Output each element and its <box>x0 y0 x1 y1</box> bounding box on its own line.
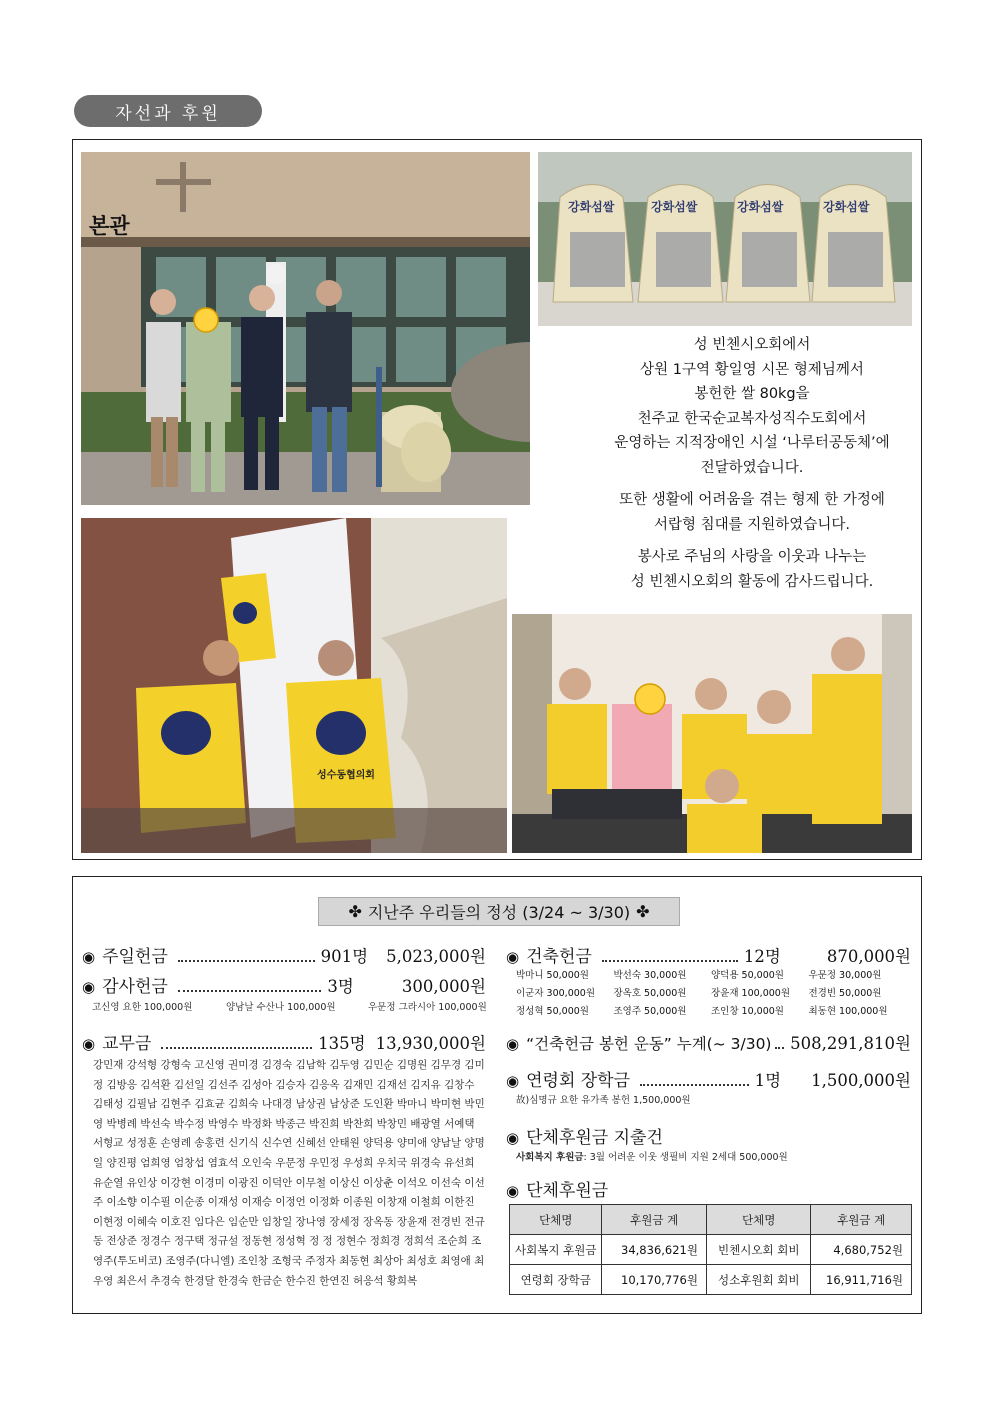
building-donor: 박마니 50,000원 <box>516 970 589 981</box>
building-donor: 최동현 100,000원 <box>808 1006 888 1017</box>
parish-fee-amount: 13,930,000원 <box>375 1034 486 1053</box>
story-paragraph-1 <box>598 333 906 480</box>
parish-fee-count: 135명 <box>318 1034 366 1053</box>
thanks-offering-row <box>82 972 486 997</box>
table-row <box>510 1235 912 1265</box>
bullet-icon: ◉ <box>506 1182 520 1200</box>
building-donor: 장옥호 50,000원 <box>613 988 687 999</box>
building-fund-label: 건축헌금 <box>526 947 592 967</box>
group-expense-note-label: 사회복지 후원금 <box>516 1152 584 1163</box>
table-cell: 34,836,621원 <box>602 1235 707 1265</box>
story-line: 봉헌한 쌀 80kg을 <box>694 386 810 402</box>
offerings-heading <box>318 897 680 926</box>
thanks-offering-count: 3명 <box>327 977 354 996</box>
bullet-icon: ◉ <box>82 1035 96 1053</box>
story-line: 성 빈첸시오회의 활동에 감사드립니다. <box>630 573 874 590</box>
sunday-offering-row <box>82 942 486 967</box>
building-donor: 조인창 10,000원 <box>711 1006 784 1017</box>
heading-mark: ✤ <box>348 902 362 921</box>
story-paragraph-2 <box>598 488 906 537</box>
table-cell: 성소후원회 회비 <box>706 1265 811 1295</box>
building-donor: 장윤재 100,000원 <box>711 988 791 999</box>
group-expense-note-text: : 3월 어려운 이웃 생필비 지원 2세대 500,000원 <box>583 1152 788 1163</box>
building-donor: 박선숙 30,000원 <box>613 970 687 981</box>
scholarship-amount: 1,500,000원 <box>811 1071 911 1090</box>
story-paragraph-3 <box>598 545 906 594</box>
table-cell: 빈첸시오회 회비 <box>706 1235 811 1265</box>
bullet-icon: ◉ <box>506 1129 520 1147</box>
rice-bag-label: 강화섬쌀 <box>737 200 784 214</box>
sunday-offering-label: 주일헌금 <box>102 947 168 967</box>
story-line: 성 빈첸시오회에서 <box>693 337 811 353</box>
campaign-row <box>506 1030 911 1054</box>
rice-bag-label: 강화섬쌀 <box>568 200 615 214</box>
building-fund-amount: 870,000원 <box>826 947 911 966</box>
group-support-label: 단체후원금 <box>526 1181 609 1201</box>
thanks-donor: 우문정 그라시아 100,000원 <box>368 1002 487 1013</box>
dot-leader <box>161 1047 312 1049</box>
photo-rice-bags <box>538 152 912 326</box>
group-support-table <box>509 1204 912 1295</box>
story-line: 상원 1구역 황일영 시몬 형제님께서 <box>640 361 864 378</box>
section-title: 자선과 후원 <box>74 95 262 127</box>
thanks-donor: 고신영 요한 100,000원 <box>92 1002 193 1013</box>
table-header: 후원금 계 <box>602 1205 707 1235</box>
table-header: 단체명 <box>510 1205 602 1235</box>
building-donor: 전경빈 50,000원 <box>808 988 882 999</box>
scholarship-label: 연령회 장학금 <box>526 1071 631 1091</box>
group-expense-note <box>516 1149 788 1163</box>
building-fund-count: 12명 <box>743 947 781 966</box>
sunday-offering-amount: 5,023,000원 <box>386 947 486 966</box>
thanks-offering-amount: 300,000원 <box>401 977 486 996</box>
table-cell: 10,170,776원 <box>602 1265 707 1295</box>
scholarship-note: 故)심명규 요한 유가족 봉헌 1,500,000원 <box>516 1095 691 1106</box>
dot-leader <box>178 960 315 962</box>
sunday-offering-count: 901명 <box>320 947 369 966</box>
parish-fee-names: 강민재 강석형 강형숙 고신영 권미경 김경숙 김남학 김두영 김민순 김명원 김무경 김미정 김방응 김석환 김선일 김선주 김성아 김승자 김응옥 김재민 김재선 김지유 김창수 김태성 김필남 김현주 김효균 김희숙 나대경 남상권 남상준 도인환 박마니 박미현 박민영 박병례 박선숙 박수정 박영수 박정화 박종근 박진희 박찬희 박창민 배광열 서예택 서형교 성정훈 손영례 송홍련 신기식 신수연 신혜선 안태원 양덕용 양미애 양남날 양명일 양진평 엄희영 엄창섭 염효석 오인숙 우문정 우민정 우성희 우치국 위경숙 유선희 유순열 유인상 이강현 이경미 이광진 이덕안 이무철 이상신 이상춘 이석오 이선숙 이선주 이소향 이수필 이순종 이재성 이재승 이정언 이정화 이종원 이창재 이철희 이한진 이현정 이혜숙 이호진 임다은 임순만 임창일 장나영 장세정 장옥동 장윤재 전경빈 전규동 전상준 정경수 정구택 정규설 정동현 정성혁 정 정 정현수 정희경 정희석 조순희 조영주(투도비코) 조영주(다니엘) 조인창 조형국 주정자 최동현 최상아 최성호 최영애 최우영 최은서 추경숙 한경달 한경숙 한금순 한수진 한연진 허응석 황희복 <box>93 1059 485 1287</box>
building-sign: 본관 <box>89 214 130 238</box>
thanks-offering-label: 감사헌금 <box>102 977 168 997</box>
story-line: 운영하는 지적장애인 시설 ‘나루터공동체’에 <box>614 435 890 451</box>
bullet-icon: ◉ <box>82 948 96 966</box>
story-line: 봉사로 주님의 사랑을 이웃과 나누는 <box>637 549 867 565</box>
bullet-icon: ◉ <box>506 948 520 966</box>
building-donor: 양덕용 50,000원 <box>711 970 784 981</box>
photo-volunteers-group <box>512 614 912 853</box>
offerings-heading-text: 지난주 우리들의 정성 (3/24 ~ 3/30) <box>367 903 631 922</box>
scholarship-row <box>506 1066 911 1091</box>
thanks-donor: 양남날 수산나 100,000원 <box>226 1002 336 1013</box>
rice-bag-label: 강화섬쌀 <box>823 200 870 214</box>
building-fund-donors <box>516 967 906 1020</box>
heading-mark: ✤ <box>636 902 650 921</box>
story-line: 또한 생활에 어려움을 겪는 형제 한 가정에 <box>619 492 885 508</box>
dot-leader <box>178 990 322 992</box>
table-cell: 사회복지 후원금 <box>510 1235 602 1265</box>
parish-fee-row <box>82 1029 486 1054</box>
dot-leader <box>602 960 738 962</box>
story-text <box>598 333 906 602</box>
story-line: 천주교 한국순교복자성직수도회에서 <box>637 410 867 427</box>
table-cell: 연령회 장학금 <box>510 1265 602 1295</box>
vest-text: 성수동협의회 <box>317 770 375 781</box>
bullet-icon: ◉ <box>82 978 96 996</box>
bullet-icon: ◉ <box>506 1035 520 1053</box>
campaign-label: “건축헌금 봉헌 운동” 누계(~ 3/30) <box>526 1035 772 1053</box>
building-donor: 우문정 30,000원 <box>808 970 882 981</box>
building-donor: 조영주 50,000원 <box>613 1006 687 1017</box>
dot-leader <box>640 1084 749 1086</box>
rice-bag-label: 강화섬쌀 <box>651 200 698 214</box>
dot-leader <box>775 1047 784 1049</box>
table-header: 단체명 <box>706 1205 811 1235</box>
group-support-row <box>506 1176 911 1201</box>
photo-bed-delivery <box>81 518 507 853</box>
story-line: 서랍형 침대를 지원하였습니다. <box>654 516 850 533</box>
group-expense-label: 단체후원금 지출건 <box>526 1128 663 1148</box>
table-row <box>510 1265 912 1295</box>
photo-group-building <box>81 152 530 505</box>
story-line: 전달하였습니다. <box>700 459 804 476</box>
building-donor: 정성혁 50,000원 <box>516 1006 589 1017</box>
group-expense-row <box>506 1123 911 1148</box>
table-cell: 4,680,752원 <box>811 1235 912 1265</box>
bullet-icon: ◉ <box>506 1072 520 1090</box>
campaign-amount: 508,291,810원 <box>790 1034 911 1053</box>
table-header: 후원금 계 <box>811 1205 912 1235</box>
building-donor: 이군자 300,000원 <box>516 988 596 999</box>
parish-fee-label: 교무금 <box>102 1034 152 1054</box>
table-cell: 16,911,716원 <box>811 1265 912 1295</box>
scholarship-count: 1명 <box>754 1071 782 1090</box>
building-fund-row <box>506 942 911 967</box>
table-header-row <box>510 1205 912 1235</box>
